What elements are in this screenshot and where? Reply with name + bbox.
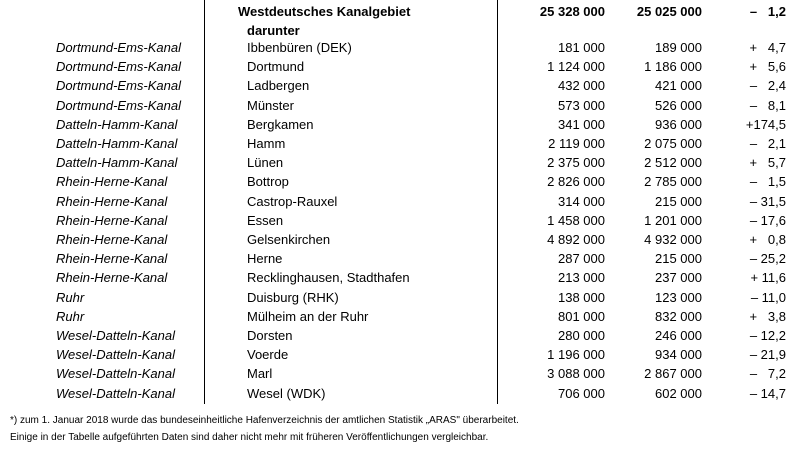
place-cell: Gelsenkirchen <box>247 232 331 247</box>
value-1-cell: 1 124 000 <box>547 59 605 75</box>
total-change: – 1,2 <box>749 4 786 19</box>
value-1-cell: 1 458 000 <box>547 212 605 228</box>
change-cell: – 31,5 <box>749 193 786 209</box>
value-2-cell: 421 000 <box>655 78 702 94</box>
canal-cell: Datteln-Hamm-Kanal <box>56 155 178 171</box>
change-cell: – 21,9 <box>749 347 786 363</box>
value-2-cell: 246 000 <box>655 328 702 343</box>
value-2-cell: 832 000 <box>655 308 702 324</box>
place-cell: Duisburg (RHK) <box>247 289 339 305</box>
canal-cell: Rhein-Herne-Kanal <box>56 174 168 190</box>
value-1-cell: 213 000 <box>558 270 605 286</box>
place-cell: Bergkamen <box>247 116 314 132</box>
change-cell: – 12,2 <box>749 328 786 343</box>
table-row <box>0 288 800 307</box>
place-cell: Herne <box>247 251 283 267</box>
place-cell: Bottrop <box>247 174 289 190</box>
value-2-cell: 215 000 <box>655 193 702 209</box>
canal-cell: Rhein-Herne-Kanal <box>56 251 168 267</box>
value-2-cell: 237 000 <box>655 270 702 286</box>
canal-cell: Wesel-Datteln-Kanal <box>56 385 175 401</box>
canal-cell: Datteln-Hamm-Kanal <box>56 116 178 132</box>
value-2-cell: 602 000 <box>655 385 702 401</box>
total-value-1: 25 328 000 <box>539 4 605 19</box>
value-1-cell: 801 000 <box>558 308 605 324</box>
value-1-cell: 341 000 <box>558 116 605 132</box>
value-2-cell: 215 000 <box>655 251 702 267</box>
place-cell: Lünen <box>247 155 284 171</box>
canal-cell: Datteln-Hamm-Kanal <box>56 136 178 151</box>
region-title: Westdeutsches Kanalgebiet <box>238 4 411 19</box>
table-row <box>0 326 800 345</box>
table-row <box>0 211 800 230</box>
table-row <box>0 307 800 326</box>
canal-cell: Dortmund-Ems-Kanal <box>56 97 181 113</box>
canal-cell: Ruhr <box>56 308 85 324</box>
value-1-cell: 2 826 000 <box>547 174 605 190</box>
table-row <box>0 192 800 211</box>
table-row <box>0 115 800 134</box>
value-1-cell: 138 000 <box>558 289 605 305</box>
value-1-cell: 3 088 000 <box>547 366 605 382</box>
change-cell: – 25,2 <box>749 251 786 267</box>
value-2-cell: 2 867 000 <box>644 366 702 382</box>
place-cell: Marl <box>247 366 273 382</box>
table-row <box>0 345 800 364</box>
value-1-cell: 2 375 000 <box>547 155 605 171</box>
value-2-cell: 936 000 <box>655 116 702 132</box>
value-2-cell: 2 785 000 <box>644 174 702 190</box>
canal-cell: Wesel-Datteln-Kanal <box>56 328 175 343</box>
canal-cell: Rhein-Herne-Kanal <box>56 193 168 209</box>
place-cell: Ladbergen <box>247 78 310 94</box>
place-cell: Wesel (WDK) <box>247 385 326 401</box>
value-1-cell: 280 000 <box>558 328 605 343</box>
change-cell: – 7,2 <box>749 366 786 382</box>
canal-cell: Ruhr <box>56 289 85 305</box>
change-cell: + 4,7 <box>749 40 786 55</box>
value-1-cell: 314 000 <box>558 193 605 209</box>
value-2-cell: 1 201 000 <box>644 212 702 228</box>
value-2-cell: 2 512 000 <box>644 155 702 171</box>
change-cell: – 1,5 <box>749 174 786 190</box>
table-row <box>0 38 800 57</box>
canal-cell: Rhein-Herne-Kanal <box>56 212 168 228</box>
change-cell: + 3,8 <box>749 308 786 324</box>
value-2-cell: 4 932 000 <box>644 232 702 247</box>
place-cell: Ibbenbüren (DEK) <box>247 40 352 55</box>
table-row <box>0 230 800 249</box>
table-row <box>0 172 800 191</box>
change-cell: + 11,6 <box>750 270 786 286</box>
place-cell: Dortmund <box>247 59 305 75</box>
canal-cell: Dortmund-Ems-Kanal <box>56 78 181 94</box>
place-cell: Hamm <box>247 136 286 151</box>
value-2-cell: 526 000 <box>655 97 702 113</box>
total-value-2: 25 025 000 <box>636 4 702 19</box>
value-1-cell: 573 000 <box>558 97 605 113</box>
canal-cell: Wesel-Datteln-Kanal <box>56 366 175 382</box>
change-cell: – 2,1 <box>749 136 786 151</box>
change-cell: + 5,6 <box>749 59 786 75</box>
canal-cell: Rhein-Herne-Kanal <box>56 232 168 247</box>
table-row <box>0 96 800 115</box>
change-cell: – 11,0 <box>750 289 786 305</box>
change-cell: – 8,1 <box>749 97 786 113</box>
place-cell: Recklinghausen, Stadthafen <box>247 270 410 286</box>
value-2-cell: 934 000 <box>655 347 702 363</box>
table-row <box>0 57 800 76</box>
change-cell: +174,5 <box>745 116 786 132</box>
value-1-cell: 287 000 <box>558 251 605 267</box>
place-cell: Essen <box>247 212 284 228</box>
table-row <box>0 249 800 268</box>
place-cell: Dorsten <box>247 328 293 343</box>
change-cell: + 0,8 <box>749 232 786 247</box>
change-cell: – 17,6 <box>749 212 786 228</box>
value-2-cell: 1 186 000 <box>644 59 702 75</box>
table-row <box>0 76 800 95</box>
value-2-cell: 123 000 <box>655 289 702 305</box>
place-cell: Münster <box>247 97 294 113</box>
table-row <box>0 268 800 287</box>
table-row <box>0 364 800 383</box>
canal-cell: Dortmund-Ems-Kanal <box>56 59 181 75</box>
canal-cell: Rhein-Herne-Kanal <box>56 270 168 286</box>
place-cell: Voerde <box>247 347 289 363</box>
footnote-line-1: *) zum 1. Januar 2018 wurde das bundeseinheitliche Hafenverzeichnis der amtlichen Statistik „ARAS" überarbeitet. <box>10 415 519 426</box>
footnote-line-2: Einige in der Tabelle aufgeführten Daten sind daher nicht mehr mit früheren Veröffentlichungen vergleichbar. <box>10 432 489 443</box>
place-cell: Mülheim an der Ruhr <box>247 308 369 324</box>
table-row <box>0 384 800 403</box>
value-2-cell: 189 000 <box>655 40 702 55</box>
change-cell: – 2,4 <box>749 78 786 94</box>
value-1-cell: 432 000 <box>558 78 605 94</box>
canal-cell: Wesel-Datteln-Kanal <box>56 347 175 363</box>
change-cell: + 5,7 <box>749 155 786 171</box>
change-cell: – 14,7 <box>749 385 786 401</box>
table-row <box>0 134 800 153</box>
value-1-cell: 706 000 <box>558 385 605 401</box>
subtitle-darunter: darunter <box>247 23 300 38</box>
table-row <box>0 153 800 172</box>
value-1-cell: 2 119 000 <box>548 136 605 151</box>
value-1-cell: 4 892 000 <box>547 232 605 247</box>
canal-cell: Dortmund-Ems-Kanal <box>56 40 181 55</box>
value-1-cell: 1 196 000 <box>547 347 605 363</box>
place-cell: Castrop-Rauxel <box>247 193 338 209</box>
value-1-cell: 181 000 <box>558 40 605 55</box>
value-2-cell: 2 075 000 <box>644 136 702 151</box>
